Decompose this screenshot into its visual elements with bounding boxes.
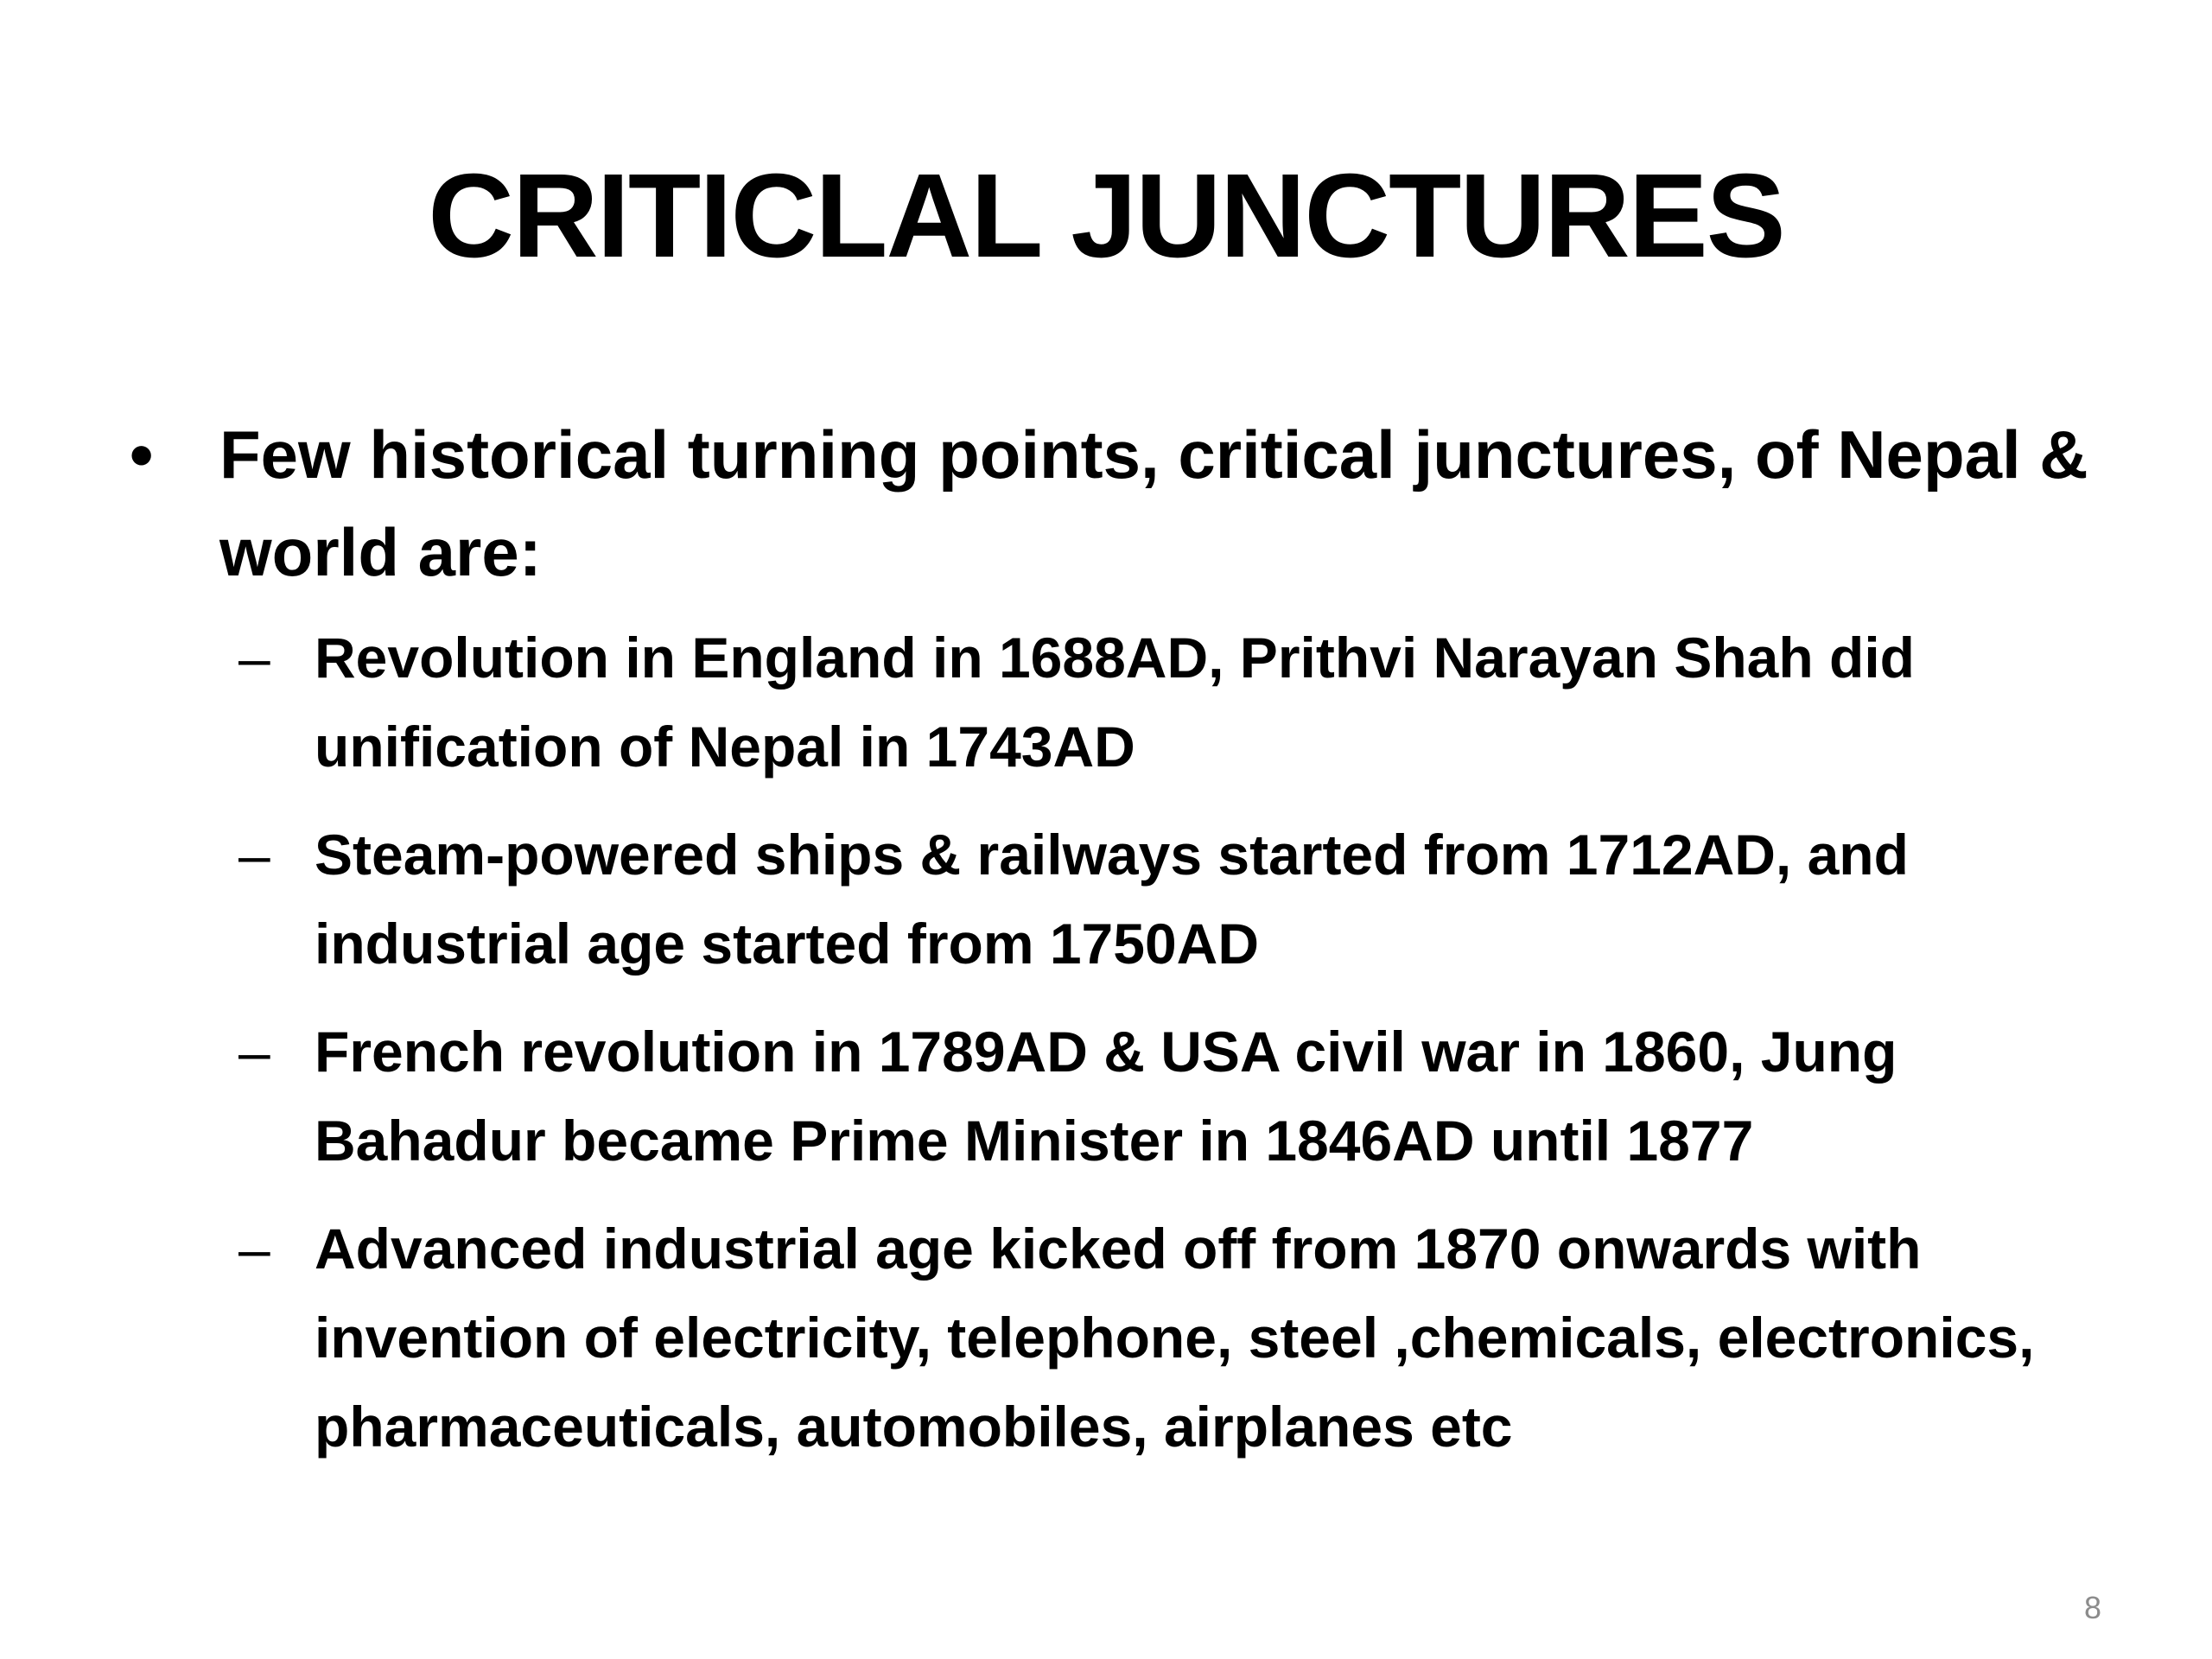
sub-bullet-item: [130, 1007, 2129, 1185]
slide-title: CRITICLAL JUNCTURES: [428, 149, 1784, 283]
sub-bullet-item: [130, 810, 2129, 988]
bullet-item: [130, 406, 2117, 601]
dash-icon: –: [238, 626, 270, 690]
sub-bullet-text: Revolution in England in 1688AD, Prithvi Narayan Shah did unification of Nepal in 1743AD: [315, 626, 1915, 779]
sub-bullet-item: [130, 1205, 2129, 1471]
bullet-dot-icon: •: [130, 416, 154, 493]
dash-icon: –: [238, 1217, 270, 1281]
dash-icon: –: [238, 1020, 270, 1084]
sub-bullet-text: Advanced industrial age kicked off from 1870 onwards with invention of electricity, telephone, steel ,chemicals, electronics, pharmaceuticals, automobiles, airplanes etc: [315, 1217, 2035, 1459]
dash-icon: –: [238, 823, 270, 887]
sub-bullet-item: [130, 613, 2129, 791]
page-number: 8: [2083, 1590, 2101, 1625]
sub-bullet-text: Steam-powered ships & railways started from 1712AD, and industrial age started from 1750AD: [315, 823, 1909, 976]
sub-bullet-list: [130, 613, 2117, 1471]
slide-content: [130, 406, 2117, 1491]
bullet-text: Few historical turning points, critical junctures, of Nepal & world are:: [219, 416, 2088, 590]
sub-bullet-text: French revolution in 1789AD & USA civil war in 1860, Jung Bahadur became Prime Minister in 1846AD until 1877: [315, 1020, 1897, 1173]
